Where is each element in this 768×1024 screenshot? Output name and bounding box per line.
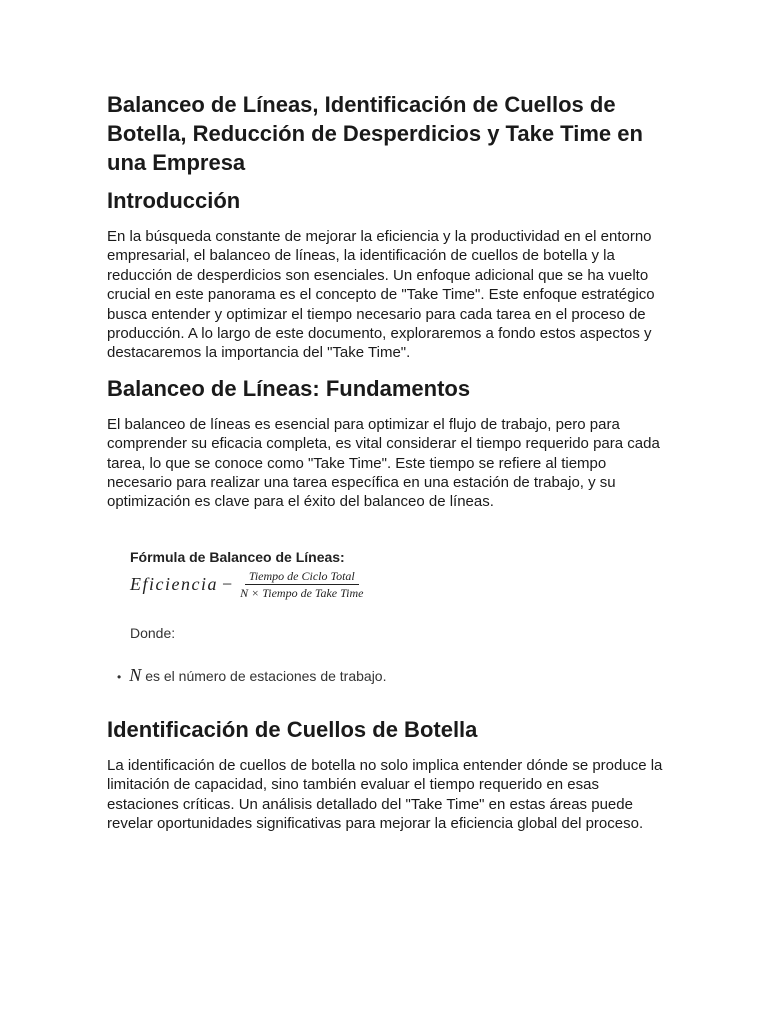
section-heading-introduccion: Introducción	[107, 188, 241, 213]
document-title: Balanceo de Líneas, Identificación de Cuellos de Botella, Reducción de Desperdicios y Take Time en una Empresa	[107, 92, 643, 175]
formula-denominator: N × Tiempo de Take Time	[240, 586, 364, 601]
formula-equation	[130, 567, 530, 603]
bullet-icon: •	[117, 669, 122, 684]
formula-variable: N	[129, 664, 142, 685]
section-heading-balanceo-fundamentos: Balanceo de Líneas: Fundamentos	[107, 375, 471, 401]
formula-variable-list	[117, 665, 530, 686]
list-item	[117, 665, 530, 686]
document-page	[107, 90, 667, 834]
formula-where-label: Donde:	[130, 624, 176, 641]
formula-variable-description: es el número de estaciones de trabajo.	[145, 667, 387, 684]
section-paragraph-introduccion: En la búsqueda constante de mejorar la eficiencia y la productividad en el entorno empresarial, el balanceo de líneas, la identificación de cuellos de botella y la reducción de desperdicios son esenciales. Un enfoque adicional que se ha vuelto crucial en este panorama es el concepto de "Take Time". Este enfoque estratégico busca entender y optimizar el tiempo necesario para cada tarea en el proceso de producción. A lo largo de este documento, exploraremos a fondo estos aspectos y destacaremos la importancia del "Take Time".	[107, 228, 655, 362]
formula-title: Fórmula de Balanceo de Líneas:	[130, 548, 345, 565]
section-paragraph-balanceo-fundamentos: El balanceo de líneas es esencial para optimizar el flujo de trabajo, pero para comprender su eficacia completa, es vital considerar el tiempo requerido para cada tarea, lo que se conoce como "Take Time". Este tiempo se refiere al tiempo necesario para realizar una tarea específica en una estación de trabajo, y su optimización es clave para el éxito del balanceo de líneas.	[107, 415, 660, 511]
formula-numerator: Tiempo de Ciclo Total	[245, 569, 359, 585]
formula-lhs: Eficiencia	[130, 574, 218, 595]
formula-image	[117, 548, 530, 686]
section-paragraph-cuellos-de-botella: La identificación de cuellos de botella no solo implica entender dónde se produce la limitación de capacidad, sino también evaluar el tiempo requerido en esas estaciones críticas. Un análisis detallado del "Take Time" en estas áreas puede revelar oportunidades significativas para mejorar la eficiencia global del proceso.	[107, 756, 663, 833]
formula-fraction	[238, 569, 365, 600]
section-heading-cuellos-de-botella: Identificación de Cuellos de Botella	[107, 716, 478, 742]
formula-operator: −	[221, 574, 233, 595]
